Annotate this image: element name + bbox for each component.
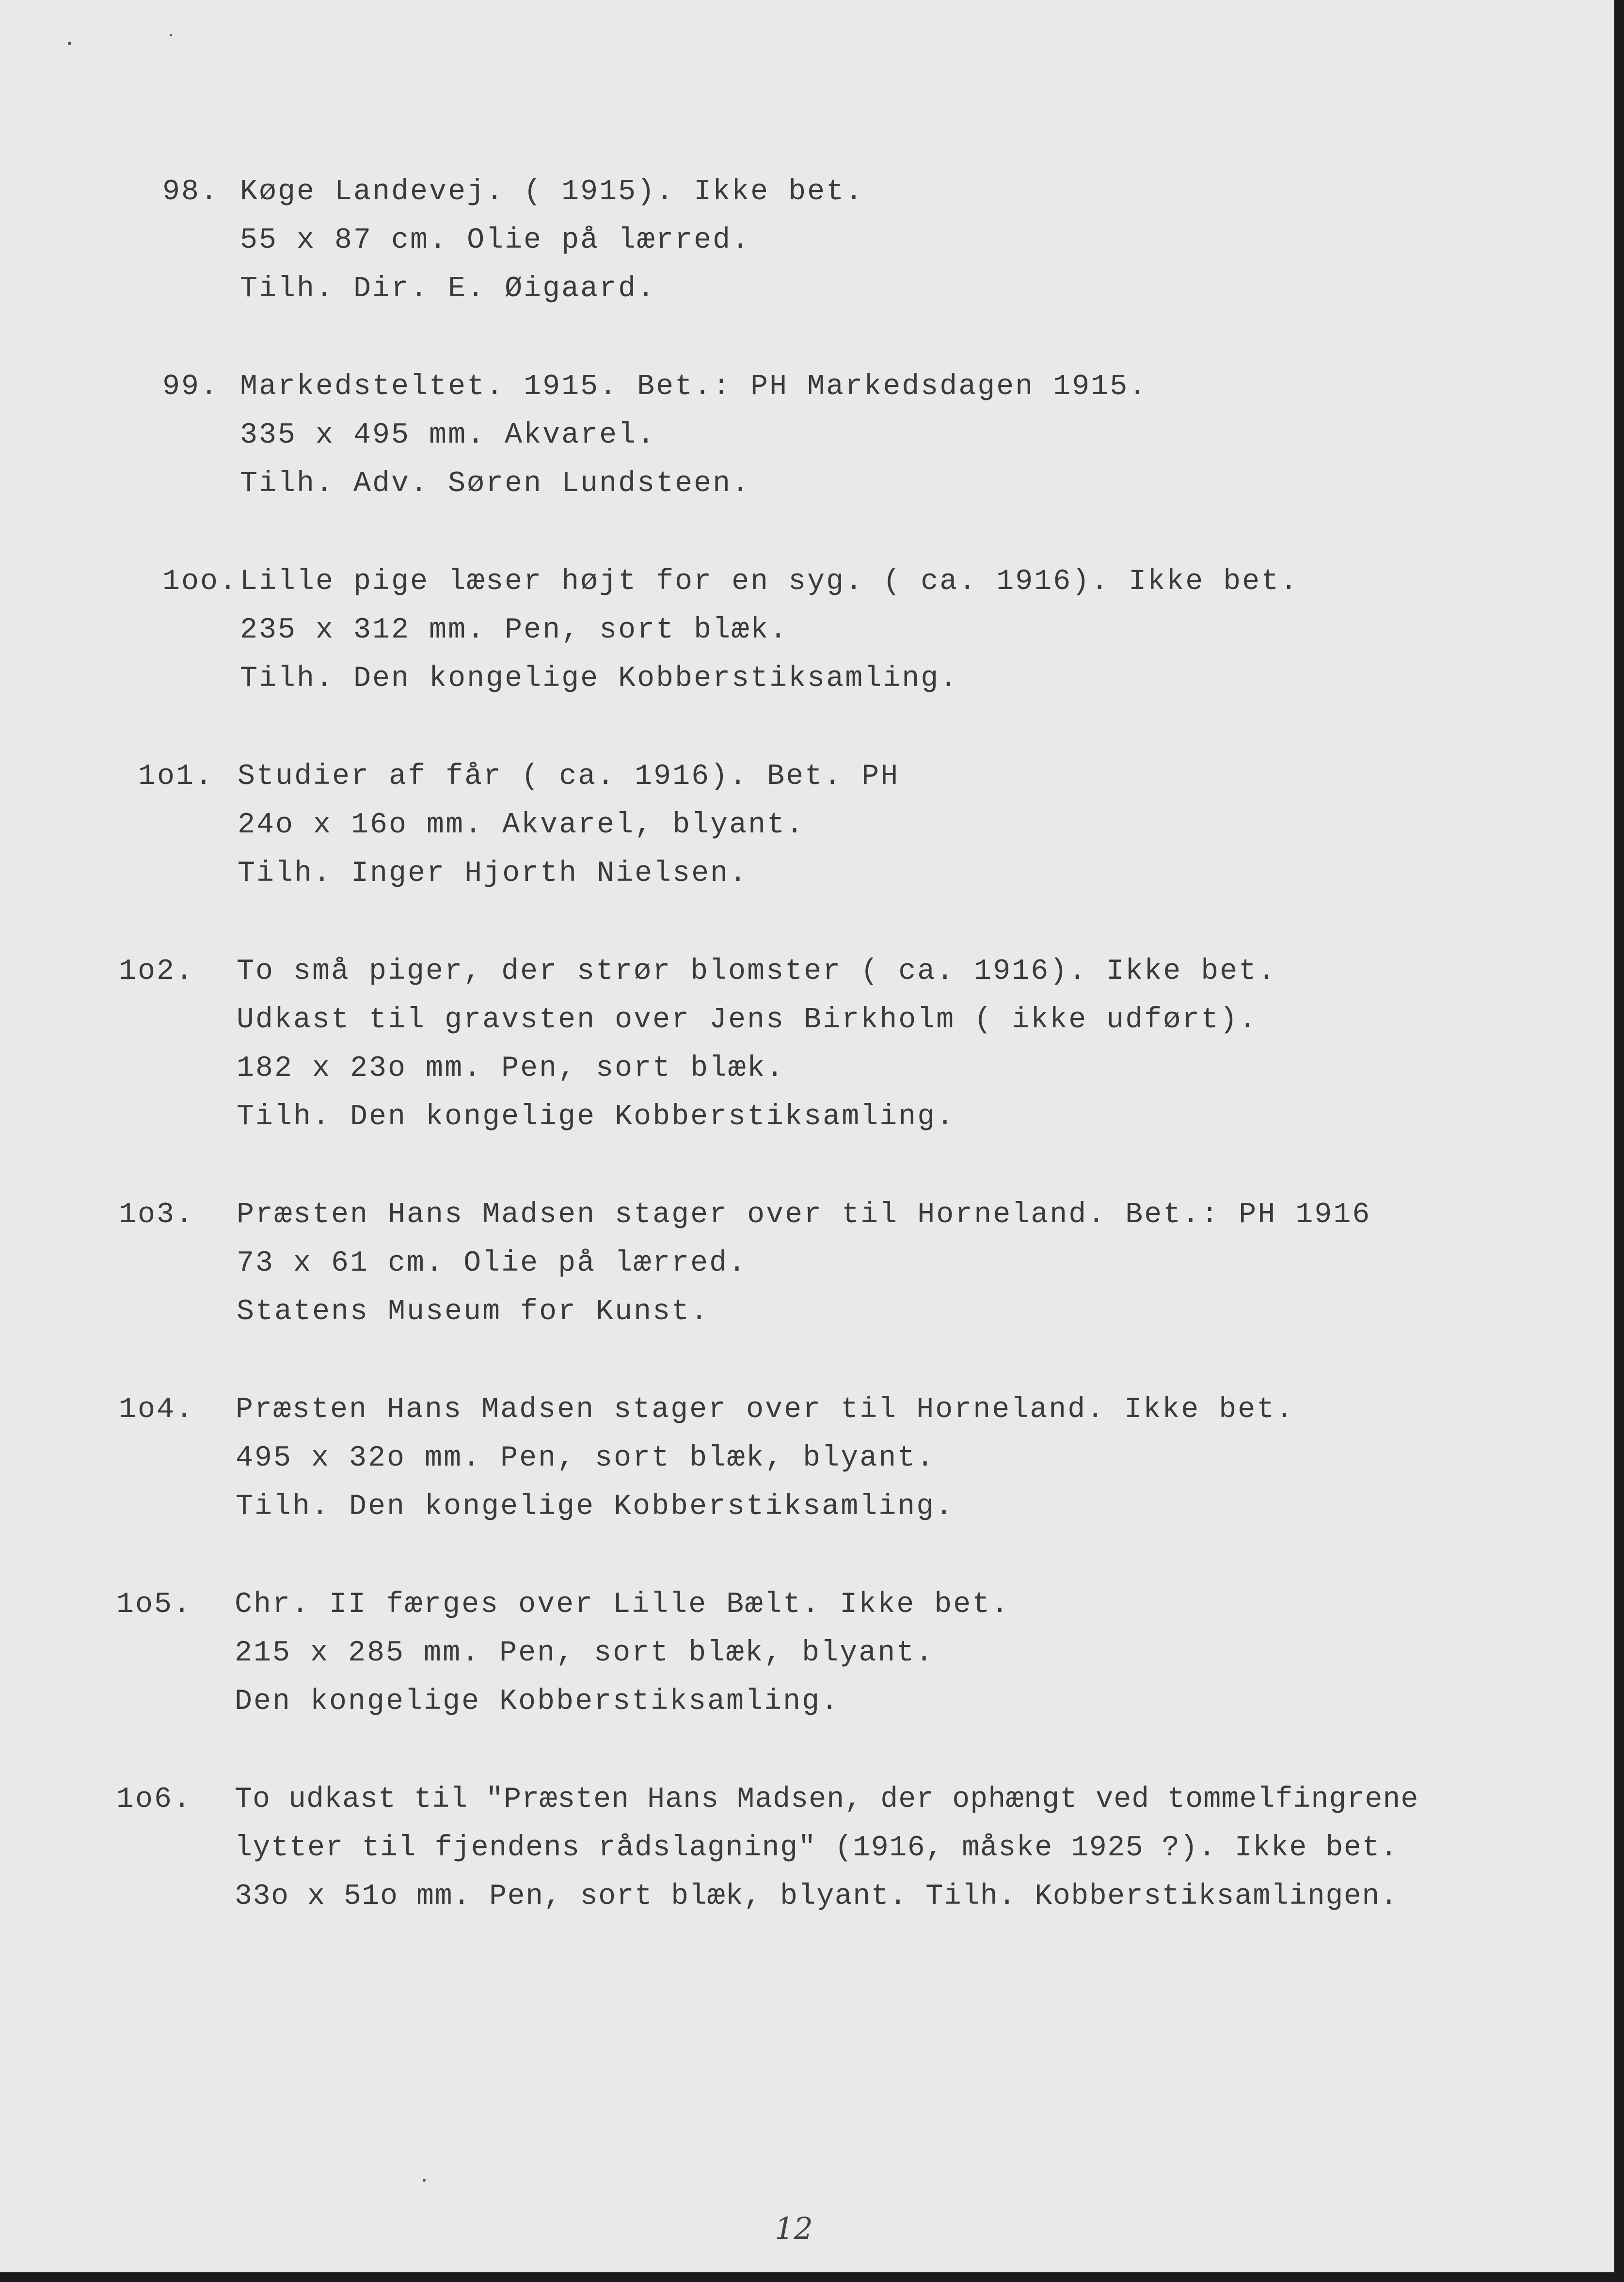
entry-title-line: lytter til fjendens rådslagning" (1916, måske 1925 ?). Ikke bet. — [235, 1832, 1399, 1865]
entry-detail-line: 495 x 32o mm. Pen, sort blæk, blyant. — [236, 1442, 936, 1475]
entry-number: 1o5. — [116, 1588, 192, 1621]
entry-number: 1o1. — [138, 760, 214, 793]
entry-title-line: Markedsteltet. 1915. Bet.: PH Markedsdagen 1915. — [240, 370, 1148, 403]
entry-number: 98. — [162, 176, 220, 208]
entry-note-line: Udkast til gravsten over Jens Birkholm ( ikke udført). — [237, 1004, 1258, 1037]
paper-speck — [170, 34, 172, 36]
entry-owner-line: Tilh. Adv. Søren Lundsteen. — [240, 467, 751, 500]
page-number: 12 — [775, 2211, 813, 2246]
entry-owner-line: Tilh. Dir. E. Øigaard. — [240, 272, 656, 305]
entry-number: 1o3. — [119, 1198, 195, 1231]
entry-title-line: Lille pige læser højt for en syg. ( ca. 1916). Ikke bet. — [240, 565, 1299, 598]
entry-title-line: Præsten Hans Madsen stager over til Horneland. Ikke bet. — [236, 1393, 1295, 1426]
entry-detail-line: 24o x 16o mm. Akvarel, blyant. — [238, 809, 805, 842]
entry-title-line: Chr. II færges over Lille Bælt. Ikke bet. — [235, 1588, 1010, 1621]
entry-owner-line: Tilh. Inger Hjorth Nielsen. — [238, 857, 748, 890]
entry-detail-line: 73 x 61 cm. Olie på lærred. — [237, 1247, 748, 1280]
entry-title-line: Studier af får ( ca. 1916). Bet. PH — [238, 760, 900, 793]
entry-detail-line: 55 x 87 cm. Olie på lærred. — [240, 224, 751, 257]
entry-detail-line: 335 x 495 mm. Akvarel. — [240, 419, 656, 452]
entry-title-line: To udkast til "Præsten Hans Madsen, der ophængt ved tommelfingrene — [235, 1783, 1419, 1816]
entry-detail-line: 182 x 23o mm. Pen, sort blæk. — [237, 1052, 785, 1085]
entry-detail-line: 33o x 51o mm. Pen, sort blæk, blyant. Tilh. Kobberstiksamlingen. — [235, 1880, 1399, 1913]
entry-title-line: To små piger, der strør blomster ( ca. 1916). Ikke bet. — [237, 955, 1277, 988]
entry-detail-line: 215 x 285 mm. Pen, sort blæk, blyant. — [235, 1637, 935, 1670]
entry-title-line: Præsten Hans Madsen stager over til Horneland. Bet.: PH 1916 — [237, 1198, 1371, 1231]
entry-title-line: Køge Landevej. ( 1915). Ikke bet. — [240, 176, 864, 208]
paper-speck — [68, 42, 71, 45]
entry-number: 1o4. — [119, 1393, 195, 1426]
entry-detail-line: 235 x 312 mm. Pen, sort blæk. — [240, 614, 789, 647]
entry-number: 1o6. — [116, 1783, 192, 1816]
entry-number: 1oo. — [162, 565, 239, 598]
entry-owner-line: Statens Museum for Kunst. — [237, 1295, 710, 1328]
entry-number: 99. — [162, 370, 220, 403]
entry-owner-line: Tilh. Den kongelige Kobberstiksamling. — [236, 1490, 955, 1523]
entry-owner-line: Tilh. Den kongelige Kobberstiksamling. — [237, 1101, 955, 1133]
entry-number: 1o2. — [119, 955, 195, 988]
entry-owner-line: Tilh. Den kongelige Kobberstiksamling. — [240, 662, 959, 695]
paper-speck — [423, 2179, 426, 2182]
entry-owner-line: Den kongelige Kobberstiksamling. — [235, 1685, 840, 1718]
